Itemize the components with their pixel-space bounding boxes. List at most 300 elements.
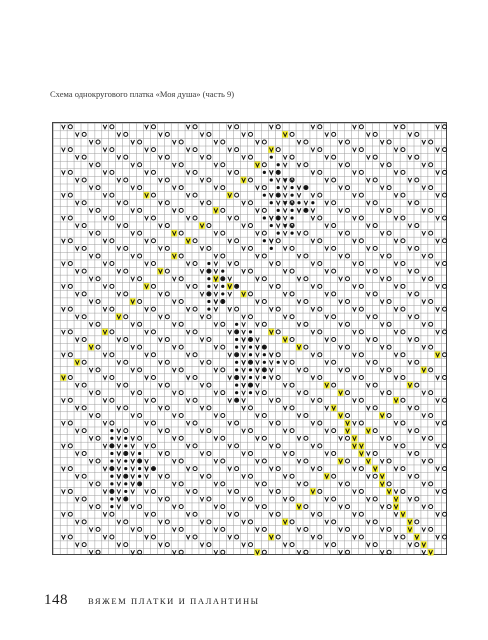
chart-symbol — [290, 186, 293, 189]
chart-symbol — [359, 535, 363, 539]
chart-symbol — [89, 254, 93, 258]
chart-symbol — [283, 543, 287, 547]
chart-symbol — [214, 262, 218, 266]
chart-symbol — [297, 163, 301, 167]
chart-symbol — [276, 512, 280, 516]
chart-symbol — [367, 543, 371, 547]
chart-symbol — [353, 125, 357, 129]
chart-symbol — [186, 375, 190, 379]
chart-symbol — [207, 270, 210, 273]
chart-symbol — [276, 224, 280, 228]
chart-symbol — [263, 368, 266, 371]
chart-symbol — [124, 155, 128, 159]
chart-symbol — [304, 482, 308, 486]
chart-symbol — [367, 520, 371, 524]
chart-symbol — [353, 421, 357, 425]
chart-symbol — [387, 482, 391, 486]
chart-symbol — [145, 467, 149, 471]
chart-symbol — [373, 520, 377, 524]
chart-symbol — [110, 330, 114, 334]
chart-symbol — [276, 178, 280, 182]
chart-symbol — [249, 330, 252, 333]
chart-symbol — [75, 269, 79, 273]
chart-symbol — [159, 429, 163, 433]
chart-symbol — [124, 520, 128, 524]
chart-symbol — [284, 224, 287, 227]
chart-symbol — [165, 520, 169, 524]
chart-symbol — [159, 360, 163, 364]
chart-symbol — [290, 292, 294, 296]
chart-symbol — [359, 216, 363, 220]
chart-symbol — [110, 170, 114, 174]
chart-symbol — [325, 338, 329, 342]
chart-symbol — [82, 315, 86, 319]
chart-symbol — [151, 170, 155, 174]
chart-symbol — [228, 148, 232, 152]
chart-symbol — [429, 482, 433, 486]
chart-symbol — [186, 330, 190, 334]
chart-symbol — [68, 170, 72, 174]
chart-symbol — [165, 338, 169, 342]
chart-symbol — [145, 125, 149, 129]
chart-symbol — [353, 262, 357, 266]
chart-symbol — [131, 277, 135, 281]
chart-symbol — [415, 406, 419, 410]
chart-symbol — [221, 300, 224, 303]
chart-symbol — [144, 192, 150, 199]
chart-symbol — [387, 413, 391, 417]
chart-symbol — [117, 429, 121, 433]
chart-symbol — [117, 383, 121, 387]
chart-symbol — [408, 246, 412, 250]
chart-symbol — [228, 330, 232, 334]
chart-symbol — [207, 543, 211, 547]
chart-symbol — [346, 527, 350, 531]
chart-symbol — [408, 201, 412, 205]
chart-symbol — [96, 163, 100, 167]
chart-symbol — [131, 467, 135, 471]
chart-symbol — [249, 155, 253, 159]
chart-symbol — [89, 413, 93, 417]
chart-symbol — [262, 436, 266, 440]
chart-symbol — [103, 216, 107, 220]
chart-symbol — [159, 406, 163, 410]
chart-symbol — [401, 148, 405, 152]
chart-symbol — [145, 535, 149, 539]
chart-symbol — [408, 474, 412, 478]
chart-symbol — [304, 459, 308, 463]
chart-symbol — [407, 526, 413, 533]
chart-symbol — [228, 353, 232, 357]
chart-symbol — [338, 458, 344, 465]
chart-symbol — [297, 368, 301, 372]
chart-symbol — [110, 505, 113, 508]
chart-symbol — [290, 497, 294, 501]
chart-symbol — [200, 155, 204, 159]
chart-symbol — [103, 375, 107, 379]
chart-symbol — [415, 543, 419, 547]
chart-symbol — [318, 284, 322, 288]
chart-symbol — [290, 246, 294, 250]
chart-symbol — [68, 421, 72, 425]
chart-symbol — [325, 178, 329, 182]
chart-symbol — [110, 429, 113, 432]
chart-symbol — [422, 163, 426, 167]
chart-symbol — [138, 467, 141, 470]
chart-symbol — [200, 269, 204, 273]
chart-symbol — [193, 148, 197, 152]
chart-symbol — [172, 186, 176, 190]
chart-symbol — [186, 353, 190, 357]
chart-symbol — [345, 420, 351, 427]
chart-symbol — [318, 353, 322, 357]
chart-symbol — [172, 527, 176, 531]
chart-symbol — [436, 421, 440, 425]
chart-symbol — [353, 512, 357, 516]
chart-symbol — [269, 239, 273, 243]
chart-symbol — [242, 360, 246, 364]
chart-symbol — [207, 308, 210, 311]
chart-symbol — [428, 549, 434, 556]
chart-symbol — [380, 186, 384, 190]
chart-caption: Схема однокругового платка «Моя душа» (часть 9) — [50, 89, 235, 99]
chart-symbol — [436, 262, 440, 266]
chart-symbol — [325, 429, 329, 433]
chart-symbol — [290, 520, 294, 524]
chart-symbol — [68, 307, 72, 311]
chart-symbol — [379, 412, 385, 419]
chart-symbol — [221, 270, 224, 273]
chart-symbol — [214, 527, 218, 531]
chart-symbol — [138, 452, 141, 455]
chart-symbol — [89, 208, 93, 212]
chart-symbol — [256, 322, 260, 326]
chart-symbol — [283, 163, 287, 167]
chart-symbol — [221, 186, 225, 190]
chart-symbol — [117, 520, 121, 524]
chart-symbol — [297, 231, 301, 235]
chart-symbol — [249, 383, 252, 386]
chart-symbol — [200, 543, 204, 547]
chart-symbol — [408, 132, 412, 136]
chart-symbol — [117, 406, 121, 410]
chart-symbol — [394, 125, 398, 129]
chart-symbol — [124, 437, 127, 440]
chart-symbol — [256, 186, 260, 190]
chart-symbol — [145, 459, 149, 463]
chart-symbol — [228, 535, 232, 539]
chart-symbol — [96, 413, 100, 417]
chart-symbol — [249, 353, 252, 356]
chart-symbol — [228, 444, 232, 448]
chart-symbol — [422, 231, 426, 235]
chart-symbol — [380, 459, 384, 463]
chart-symbol — [339, 277, 343, 281]
chart-symbol — [407, 519, 413, 526]
chart-symbol — [276, 535, 280, 539]
chart-symbol — [401, 125, 405, 129]
chart-symbol — [60, 374, 66, 381]
chart-symbol — [75, 543, 79, 547]
chart-symbol — [393, 496, 399, 503]
chart-symbol — [254, 549, 260, 556]
chart-symbol — [296, 503, 302, 510]
chart-symbol — [277, 232, 280, 235]
chart-symbol — [332, 543, 336, 547]
chart-symbol — [408, 292, 412, 296]
chart-symbol — [359, 125, 363, 129]
chart-symbol — [394, 535, 398, 539]
chart-symbol — [186, 307, 190, 311]
chart-symbol — [145, 330, 149, 334]
chart-symbol — [443, 512, 447, 516]
chart-symbol — [443, 535, 447, 539]
chart-symbol — [311, 467, 315, 471]
chart-symbol — [311, 307, 315, 311]
chart-symbol — [228, 262, 232, 266]
chart-symbol — [443, 262, 447, 266]
chart-symbol — [367, 178, 371, 182]
chart-symbol — [235, 368, 238, 371]
chart-symbol — [228, 292, 232, 296]
chart-symbol — [103, 284, 107, 288]
chart-symbol — [262, 277, 266, 281]
chart-symbol — [82, 543, 86, 547]
chart-symbol — [351, 443, 357, 450]
chart-symbol — [96, 254, 100, 258]
chart-symbol — [276, 467, 280, 471]
chart-symbol — [256, 254, 260, 258]
chart-symbol — [159, 246, 163, 250]
chart-symbol — [373, 451, 377, 455]
chart-symbol — [310, 488, 316, 495]
chart-symbol — [235, 262, 239, 266]
chart-symbol — [414, 534, 420, 541]
chart-symbol — [186, 467, 190, 471]
chart-symbol — [82, 246, 86, 250]
chart-symbol — [186, 489, 190, 493]
chart-symbol — [387, 163, 391, 167]
chart-symbol — [62, 444, 66, 448]
chart-symbol — [207, 277, 210, 280]
chart-symbol — [62, 125, 66, 129]
chart-symbol — [159, 224, 163, 228]
chart-symbol — [283, 451, 287, 455]
chart-symbol — [276, 421, 280, 425]
chart-symbol — [422, 345, 426, 349]
knitting-chart — [52, 122, 447, 555]
chart-symbol — [193, 444, 197, 448]
chart-symbol — [318, 330, 322, 334]
chart-symbol — [68, 284, 72, 288]
chart-symbol — [82, 155, 86, 159]
chart-symbol — [262, 231, 266, 235]
chart-symbol — [110, 375, 114, 379]
chart-symbol — [165, 178, 169, 182]
chart-symbol — [290, 269, 294, 273]
chart-symbol — [311, 239, 315, 243]
chart-symbol — [110, 148, 114, 152]
chart-symbol — [172, 163, 176, 167]
chart-symbol — [387, 459, 391, 463]
chart-symbol — [151, 239, 155, 243]
chart-symbol — [62, 307, 66, 311]
chart-symbol — [62, 489, 66, 493]
chart-symbol — [422, 322, 426, 326]
chart-symbol — [138, 140, 142, 144]
chart-symbol — [228, 277, 232, 281]
chart-symbol — [228, 125, 232, 129]
chart-symbol — [151, 193, 155, 197]
chart-symbol — [179, 231, 183, 235]
chart-symbol — [283, 193, 287, 197]
chart-symbol — [145, 375, 149, 379]
chart-symbol — [68, 193, 72, 197]
chart-symbol — [82, 497, 86, 501]
chart-symbol — [359, 284, 363, 288]
chart-symbol — [89, 550, 93, 554]
chart-symbol — [436, 330, 440, 334]
chart-symbol — [297, 193, 301, 197]
chart-symbol — [422, 505, 426, 509]
chart-symbol — [193, 375, 197, 379]
chart-symbol — [339, 436, 343, 440]
chart-symbol — [151, 512, 155, 516]
chart-symbol — [207, 474, 211, 478]
chart-symbol — [367, 224, 371, 228]
chart-symbol — [387, 550, 391, 554]
chart-symbol — [138, 391, 142, 395]
chart-symbol — [332, 383, 336, 387]
chart-symbol — [436, 193, 440, 197]
chart-symbol — [304, 368, 308, 372]
chart-symbol — [235, 421, 239, 425]
chart-symbol — [159, 451, 163, 455]
chart-symbol — [227, 192, 233, 199]
chart-symbol — [75, 155, 79, 159]
chart-symbol — [165, 246, 169, 250]
chart-symbol — [186, 148, 190, 152]
chart-symbol — [256, 345, 260, 349]
chart-symbol — [429, 163, 433, 167]
chart-symbol — [82, 474, 86, 478]
chart-symbol — [443, 444, 447, 448]
chart-symbol — [346, 505, 350, 509]
chart-symbol — [380, 391, 384, 395]
chart-symbol — [436, 170, 440, 174]
chart-symbol — [367, 132, 371, 136]
chart-symbol — [96, 436, 100, 440]
chart-symbol — [415, 383, 419, 387]
chart-symbol — [276, 201, 280, 205]
chart-symbol — [365, 458, 371, 465]
chart-symbol — [138, 186, 142, 190]
chart-symbol — [387, 300, 391, 304]
chart-symbol — [304, 201, 308, 205]
chart-symbol — [387, 254, 391, 258]
chart-symbol — [82, 224, 86, 228]
chart-symbol — [373, 201, 377, 205]
chart-symbol — [270, 201, 273, 204]
chart-symbol — [228, 421, 232, 425]
chart-symbol — [415, 246, 419, 250]
chart-symbol — [367, 497, 371, 501]
chart-symbol — [415, 497, 419, 501]
chart-symbol — [283, 292, 287, 296]
chart-symbol — [263, 376, 266, 379]
chart-symbol — [103, 239, 107, 243]
chart-symbol — [117, 482, 121, 486]
chart-symbol — [88, 344, 94, 351]
chart-symbol — [89, 527, 93, 531]
chart-symbol — [186, 444, 190, 448]
chart-symbol — [110, 239, 114, 243]
chart-symbol — [311, 262, 315, 266]
chart-symbol — [179, 322, 183, 326]
chart-symbol — [124, 490, 127, 493]
chart-symbol — [443, 307, 447, 311]
chart-symbol — [373, 383, 377, 387]
chart-symbol — [290, 451, 294, 455]
chart-symbol — [200, 429, 204, 433]
chart-symbol — [186, 284, 190, 288]
chart-symbol — [200, 292, 204, 296]
chart-symbol — [235, 285, 238, 288]
chart-symbol — [145, 239, 149, 243]
chart-symbol — [262, 163, 266, 167]
chart-symbol — [214, 482, 218, 486]
chart-symbol — [367, 360, 371, 364]
chart-symbol — [138, 550, 142, 554]
chart-symbol — [401, 170, 405, 174]
chart-symbol — [124, 444, 127, 447]
chart-symbol — [131, 527, 135, 531]
chart-symbol — [339, 231, 343, 235]
chart-symbol — [269, 512, 273, 516]
chart-symbol — [422, 140, 426, 144]
chart-symbol — [311, 512, 315, 516]
chart-symbol — [249, 429, 253, 433]
chart-symbol — [318, 193, 322, 197]
chart-symbol — [270, 156, 273, 159]
chart-symbol — [193, 193, 197, 197]
chart-symbol — [124, 406, 128, 410]
chart-symbol — [75, 201, 79, 205]
chart-symbol — [325, 269, 329, 273]
chart-symbol — [429, 140, 433, 144]
chart-symbol — [249, 368, 252, 371]
chart-symbol — [171, 230, 177, 237]
chart-symbol — [249, 224, 253, 228]
chart-symbol — [89, 505, 93, 509]
chart-symbol — [117, 459, 121, 463]
chart-symbol — [145, 262, 149, 266]
chart-symbol — [339, 482, 343, 486]
chart-symbol — [200, 178, 204, 182]
chart-symbol — [318, 307, 322, 311]
chart-symbol — [235, 489, 239, 493]
chart-symbol — [117, 489, 121, 493]
chart-symbol — [207, 292, 210, 295]
chart-symbol — [276, 375, 280, 379]
chart-symbol — [96, 345, 100, 349]
chart-symbol — [304, 277, 308, 281]
chart-symbol — [262, 208, 266, 212]
chart-symbol — [367, 269, 371, 273]
chart-symbol — [235, 353, 238, 356]
chart-symbol — [242, 322, 246, 326]
chart-symbol — [311, 170, 315, 174]
